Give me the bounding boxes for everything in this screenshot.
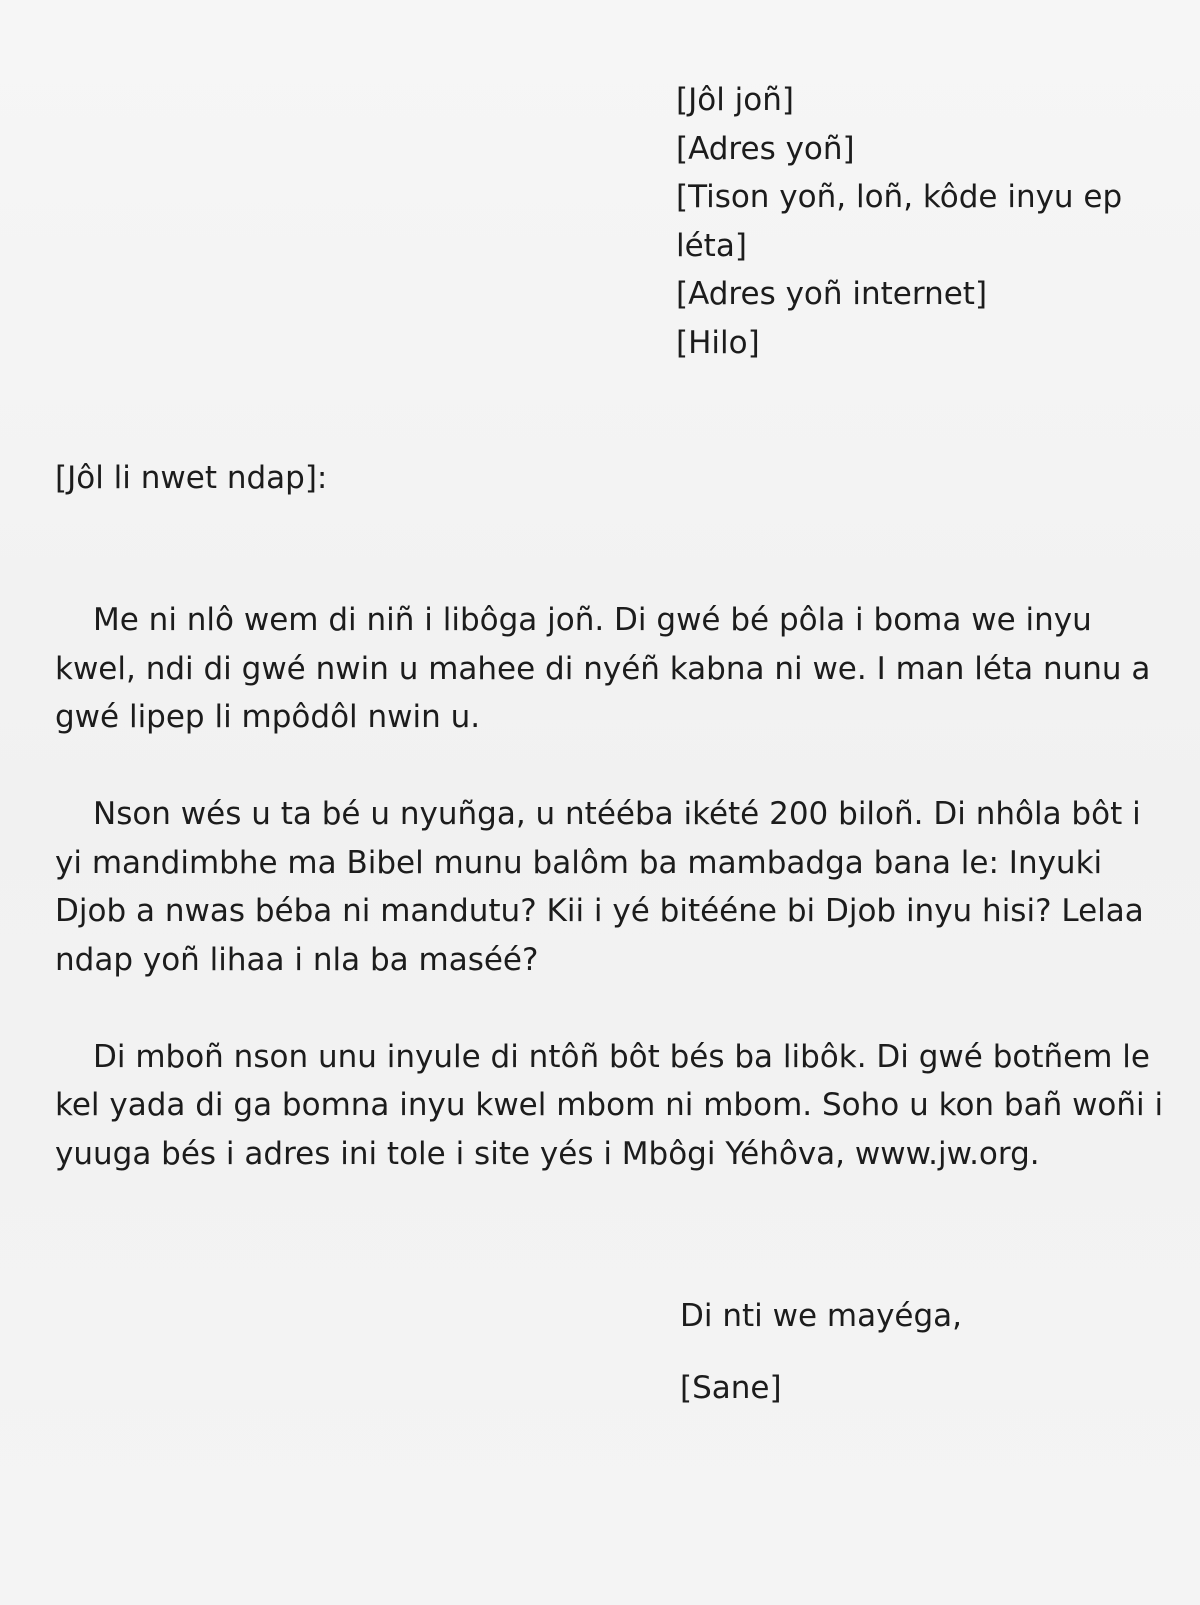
- signature: [Sane]: [680, 1370, 782, 1406]
- body-paragraph-1: Me ni nlô wem di niñ i libôga joñ. Di gwé bé pôla i boma we inyu kwel, ndi di gwé nwin u mahee di nyéñ kabna ni we. I man léta nunu a gwé lipep li mpôdôl nwin u.: [55, 602, 1151, 735]
- body-paragraph-2: Nson wés u ta bé u nyuñga, u ntééba ikété 200 biloñ. Di nhôla bôt i yi mandimbhe ma Bibel munu balôm ba mambadga bana le: Inyuki Djob a nwas béba ni mandutu? Kii i yé bitééne bi Djob inyu hisi? Lelaa ndap yoñ lihaa i nla ba maséé?: [55, 796, 1144, 978]
- letter-body: [55, 596, 1165, 1227]
- sender-phone: [Tison yoñ, loñ, kôde inyu ep léta]: [676, 179, 1123, 264]
- closing: Di nti we mayéga,: [680, 1298, 963, 1334]
- sender-email: [Adres yoñ internet]: [676, 276, 988, 312]
- sender-address: [Adres yoñ]: [676, 130, 855, 167]
- sender-block: [676, 76, 1156, 367]
- sender-name: [Jôl joñ]: [676, 82, 794, 118]
- salutation: [Jôl li nwet ndap]:: [55, 460, 328, 496]
- body-paragraph-3: Di mboñ nson unu inyule di ntôñ bôt bés ba libôk. Di gwé botñem le kel yada di ga bomna inyu kwel mbom ni mbom. Soho u kon bañ woñi i yuuga bés i adres ini tole i site yés i Mbôgi Yéhôva, www.jw.org.: [55, 1038, 1164, 1172]
- letter-date: [Hilo]: [676, 324, 760, 361]
